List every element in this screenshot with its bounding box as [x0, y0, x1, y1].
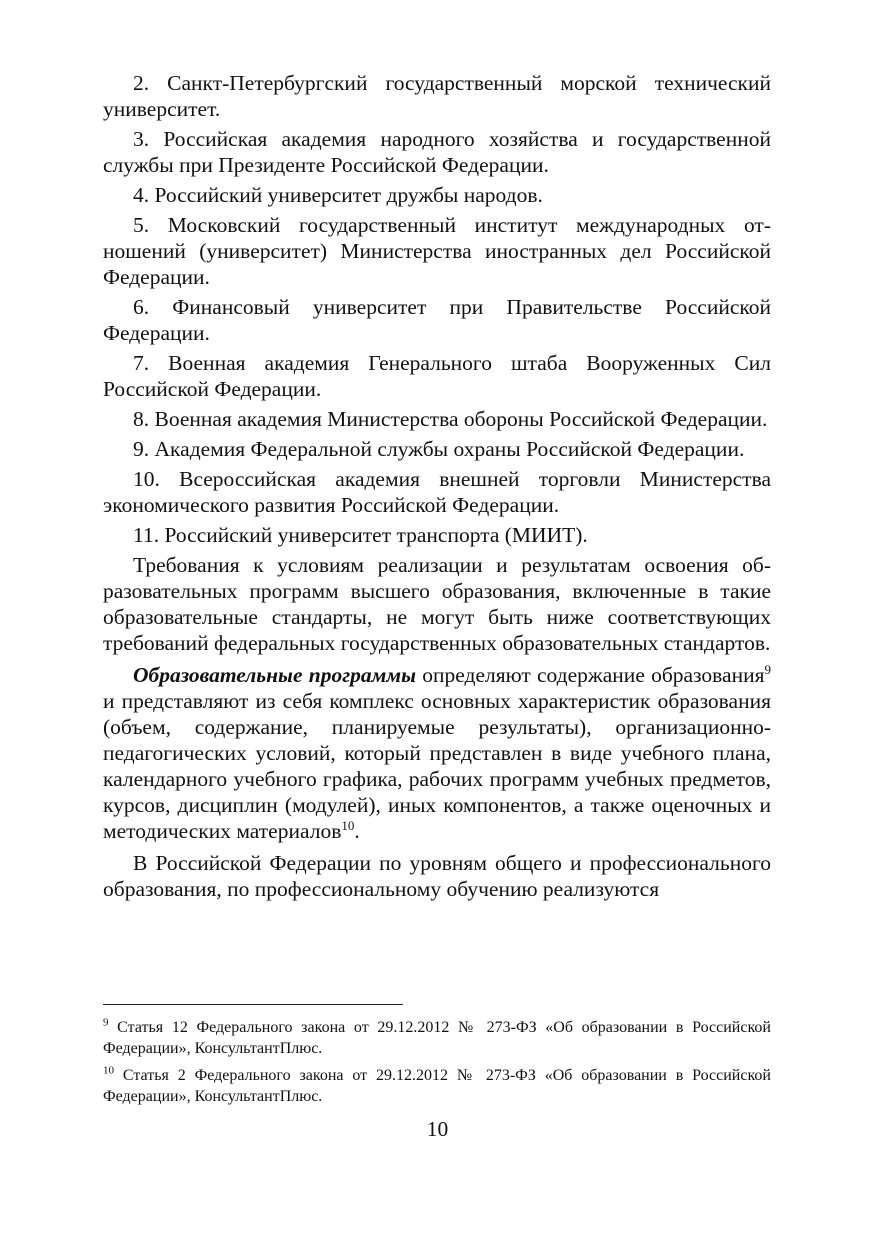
page-number: 10: [426, 1117, 449, 1141]
paragraph-programs-part1: определяют содержание образования: [416, 663, 765, 687]
paragraph-programs-part2: и представляют из себя комплекс основных характеристик образования (объем, содержание, планируемые результаты), организационно-педагогических условий, который представлен в виде учебного плана, календарного учебного графика, рабочих программ учебных предметов, курсов, дисциплин (модулей), иных компонентов, а также оценочных и методических материалов: [103, 689, 771, 843]
footnote-ref-10[interactable]: 10: [341, 817, 355, 833]
paragraph-requirements: Требования к условиям реализации и результатам освоения образовательных программ высшего образования, включенные в такие образовательные стандарты, не могут быть ниже соответствующих требований федеральных государственных образовательных стандартов.: [103, 553, 771, 655]
footnote-item: [103, 1065, 771, 1107]
footnote-text: Статья 2 Федерального закона от 29.12.2012 № 273-ФЗ «Об образовании в Российской Федерации», КонсультантПлюс.: [103, 1067, 771, 1105]
list-item: 8. Военная академия Министерства обороны Российской Федерации.: [133, 407, 768, 431]
footnotes: [103, 1017, 771, 1113]
list-item: 3. Российская академия народного хозяйства и государственной службы при Президенте Российской Федерации.: [103, 127, 771, 177]
list-item: 9. Академия Федеральной службы охраны Российской Федерации.: [133, 437, 745, 461]
list-item: 10. Всероссийская академия внешней торговли Министерства экономического развития Российской Федерации.: [103, 467, 771, 517]
list-item: 2. Санкт-Петербургский государственный морской технический университет.: [103, 71, 771, 121]
footnote-text: Статья 12 Федерального закона от 29.12.2012 № 273-ФЗ «Об образовании в Российской Федерации», КонсультантПлюс.: [103, 1019, 771, 1057]
term-educational-programs: Образовательные программы: [133, 663, 417, 687]
footnote-item: [103, 1017, 771, 1059]
page-body: [103, 70, 771, 902]
footnote-separator: [103, 1004, 403, 1005]
paragraph-levels: В Российской Федерации по уровням общего и профессионального образования, по профессиональному обучению реализуются: [103, 851, 771, 901]
paragraph-programs-part3: .: [354, 819, 360, 843]
list-item: 11. Российский университет транспорта (МИИТ).: [133, 523, 588, 547]
footnote-ref-9[interactable]: 9: [764, 661, 771, 677]
footnote-number: 9: [103, 1016, 109, 1029]
list-item: 7. Военная академия Генерального штаба Вооруженных Сил Российской Федерации.: [103, 351, 771, 401]
list-item: 4. Российский университет дружбы народов.: [133, 183, 543, 207]
list-item: 6. Финансовый университет при Правительстве Российской Федерации.: [103, 295, 771, 345]
footnote-number: 10: [103, 1064, 114, 1077]
list-item: 5. Московский государственный институт международных отношений (университет) Министерства иностранных дел Российской Федерации.: [103, 213, 771, 289]
paragraph-programs: [103, 662, 771, 844]
